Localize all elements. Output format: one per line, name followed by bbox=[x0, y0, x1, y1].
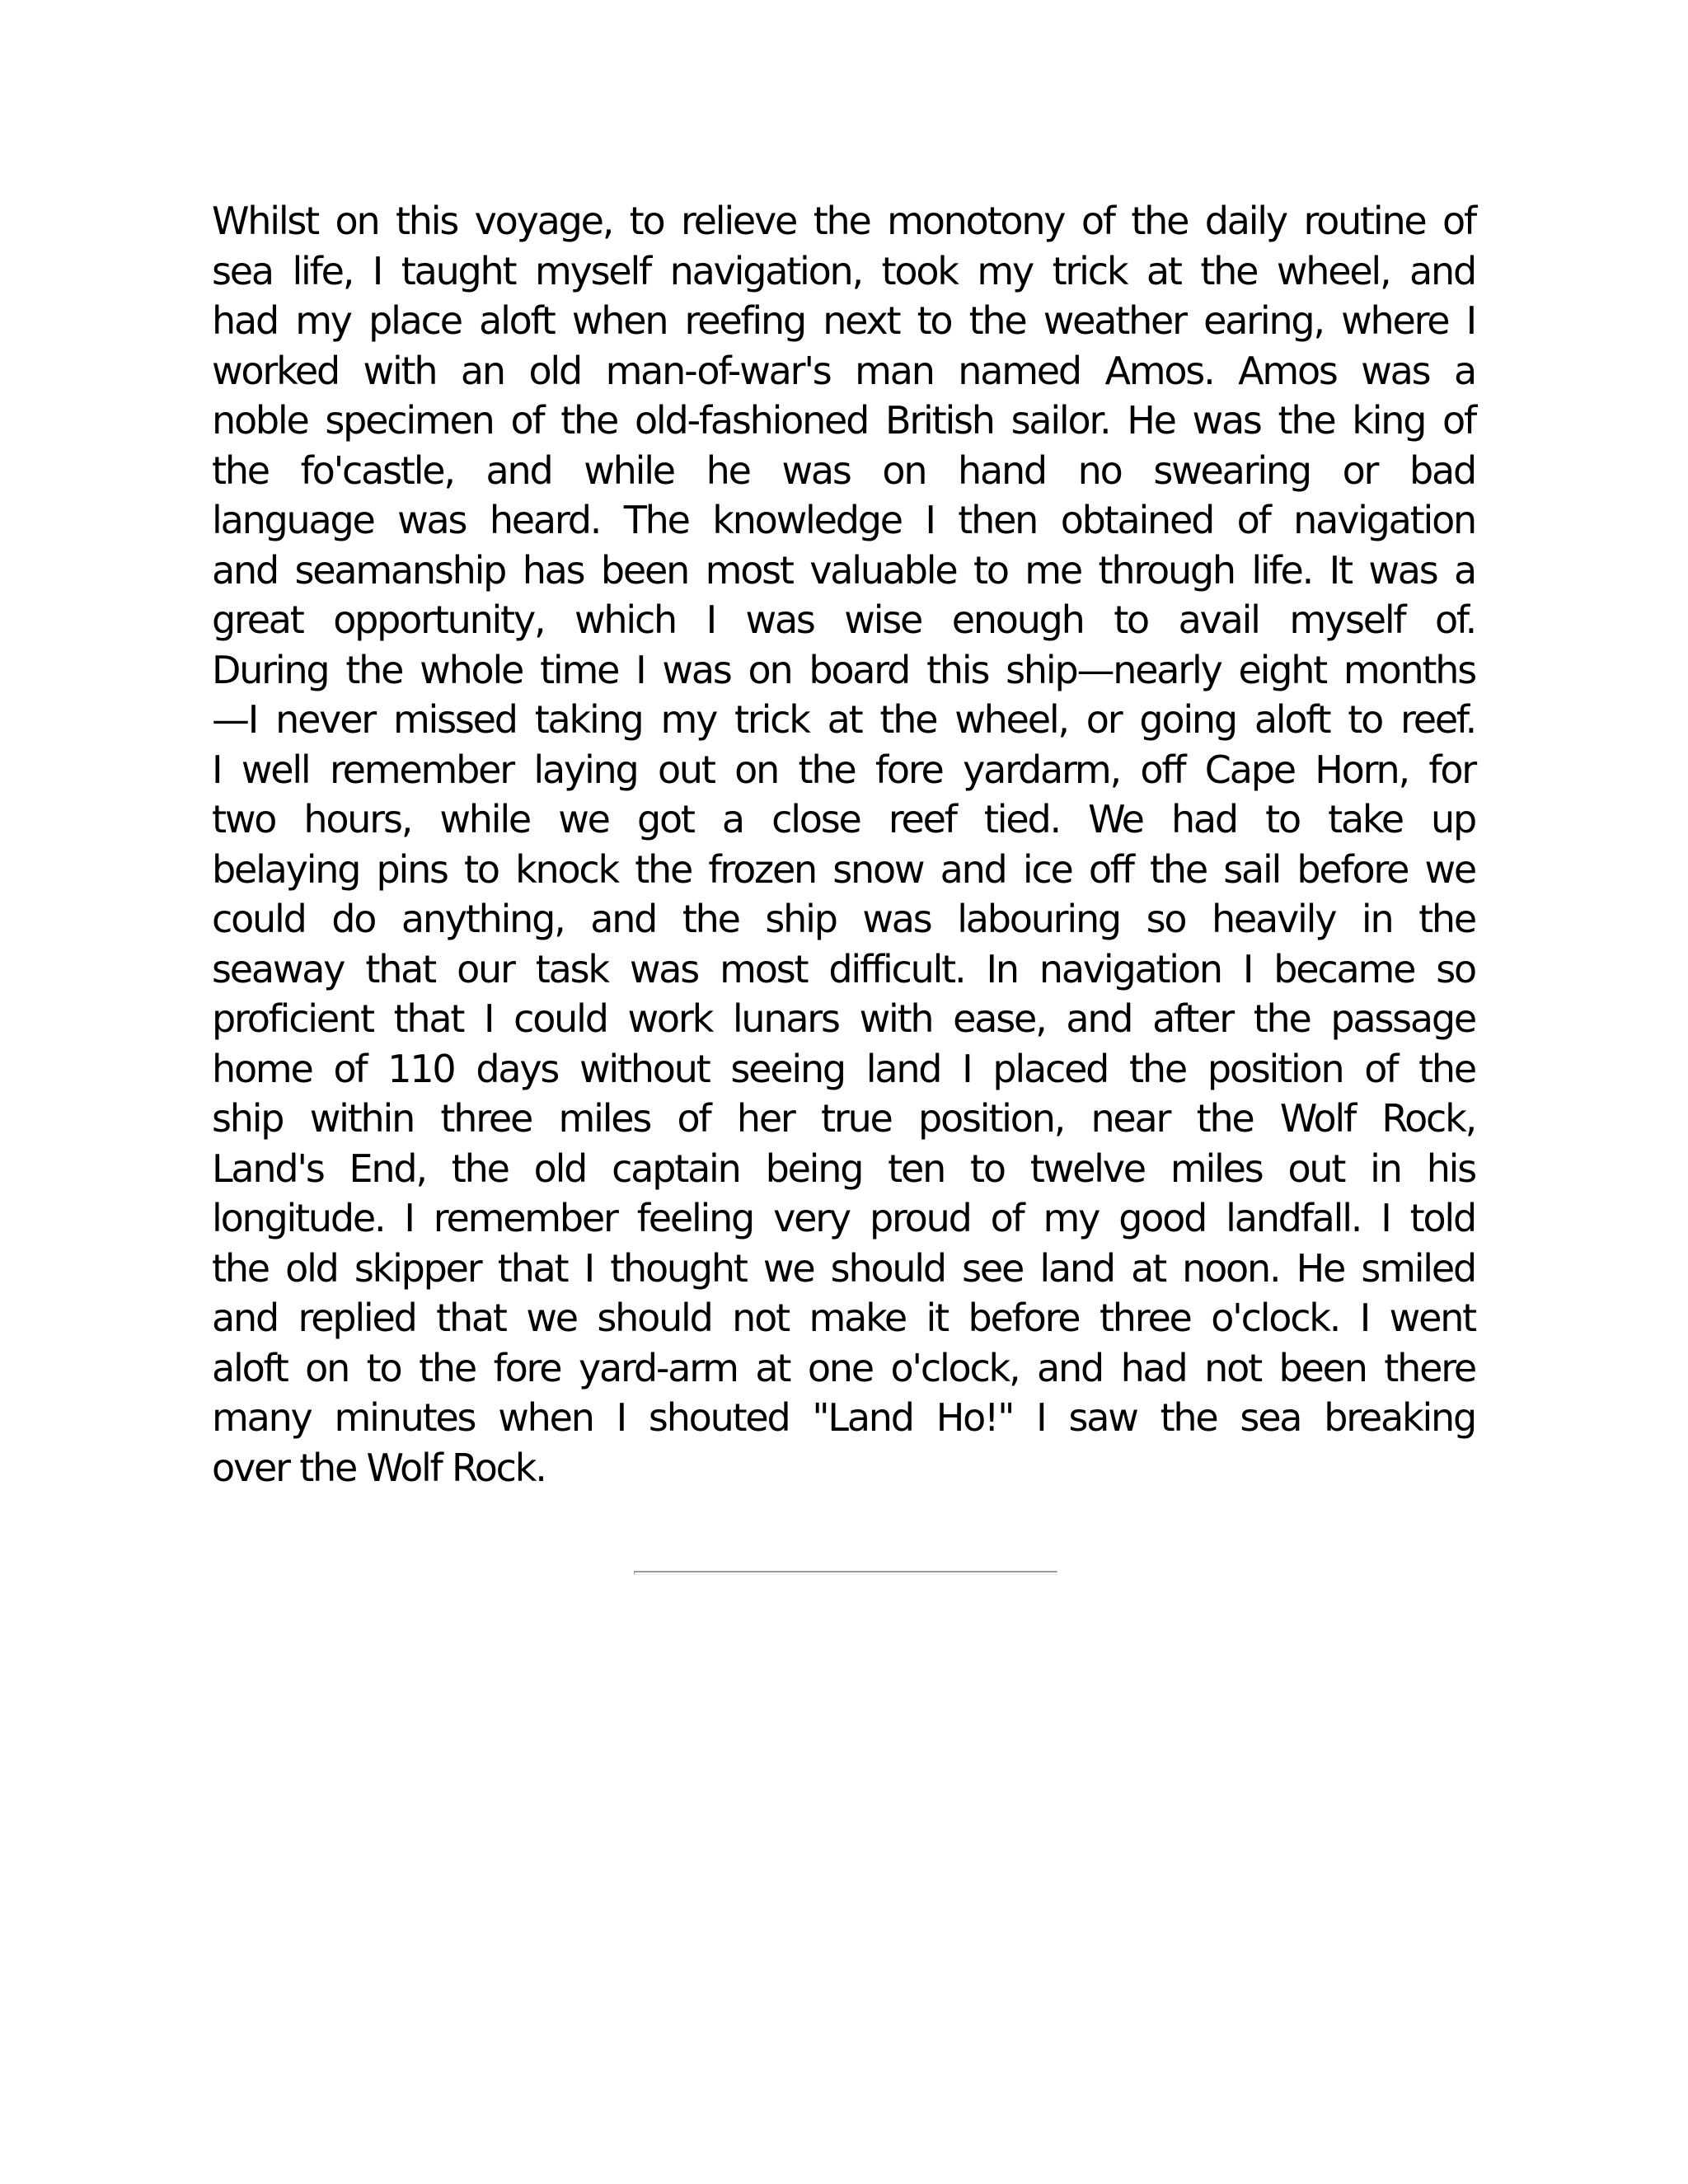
paragraph-line: many minutes when I shouted "Land Ho!" I saw the sea breaking bbox=[212, 1395, 1475, 1440]
paragraph-line: noble specimen of the old-fashioned British sailor. He was the king of bbox=[212, 398, 1475, 443]
paragraph-line: longitude. I remember feeling very proud of my good landfall. I told bbox=[212, 1196, 1475, 1240]
paragraph-line: worked with an old man-of-war's man named Amos. Amos was a bbox=[212, 348, 1475, 393]
paragraph-line: could do anything, and the ship was labouring so heavily in the bbox=[212, 897, 1475, 941]
horizontal-rule bbox=[634, 1571, 1057, 1575]
paragraph-line: Land's End, the old captain being ten to twelve miles out in his bbox=[212, 1146, 1475, 1191]
paragraph-line: aloft on to the fore yard-arm at one o'clock, and had not been there bbox=[212, 1345, 1475, 1390]
document-page bbox=[212, 196, 1475, 1493]
paragraph-line-last: over the Wolf Rock. bbox=[212, 1445, 546, 1490]
paragraph-line: the fo'castle, and while he was on hand no swearing or bad bbox=[212, 448, 1475, 493]
paragraph-line: and replied that we should not make it before three o'clock. I went bbox=[212, 1296, 1475, 1340]
paragraph-line: home of 110 days without seeing land I placed the position of the bbox=[212, 1046, 1475, 1091]
paragraph-line: —I never missed taking my trick at the wheel, or going aloft to reef. bbox=[212, 697, 1475, 742]
paragraph-line: ship within three miles of her true position, near the Wolf Rock, bbox=[212, 1096, 1475, 1141]
paragraph-line: proficient that I could work lunars with ease, and after the passage bbox=[212, 996, 1475, 1041]
paragraph-line: two hours, while we got a close reef tied. We had to take up bbox=[212, 797, 1475, 841]
paragraph-line: Whilst on this voyage, to relieve the monotony of the daily routine of bbox=[212, 199, 1475, 243]
paragraph-line: sea life, I taught myself navigation, took my trick at the wheel, and bbox=[212, 248, 1475, 293]
paragraph-line: belaying pins to knock the frozen snow and ice off the sail before we bbox=[212, 846, 1475, 892]
paragraph-line: great opportunity, which I was wise enough to avail myself of. bbox=[212, 598, 1475, 642]
paragraph-line: had my place aloft when reefing next to the weather earing, where I bbox=[212, 298, 1475, 343]
paragraph-line: language was heard. The knowledge I then obtained of navigation bbox=[212, 498, 1475, 542]
paragraph-line: and seamanship has been most valuable to me through life. It was a bbox=[212, 547, 1475, 593]
paragraph-line: During the whole time I was on board this ship—nearly eight months bbox=[212, 647, 1475, 692]
paragraph-line: the old skipper that I thought we should see land at noon. He smiled bbox=[212, 1245, 1475, 1291]
body-paragraph bbox=[212, 196, 1475, 1493]
paragraph-line: seaway that our task was most difficult. In navigation I became so bbox=[212, 946, 1475, 991]
paragraph-line: I well remember laying out on the fore yardarm, off Cape Horn, for bbox=[212, 747, 1475, 792]
